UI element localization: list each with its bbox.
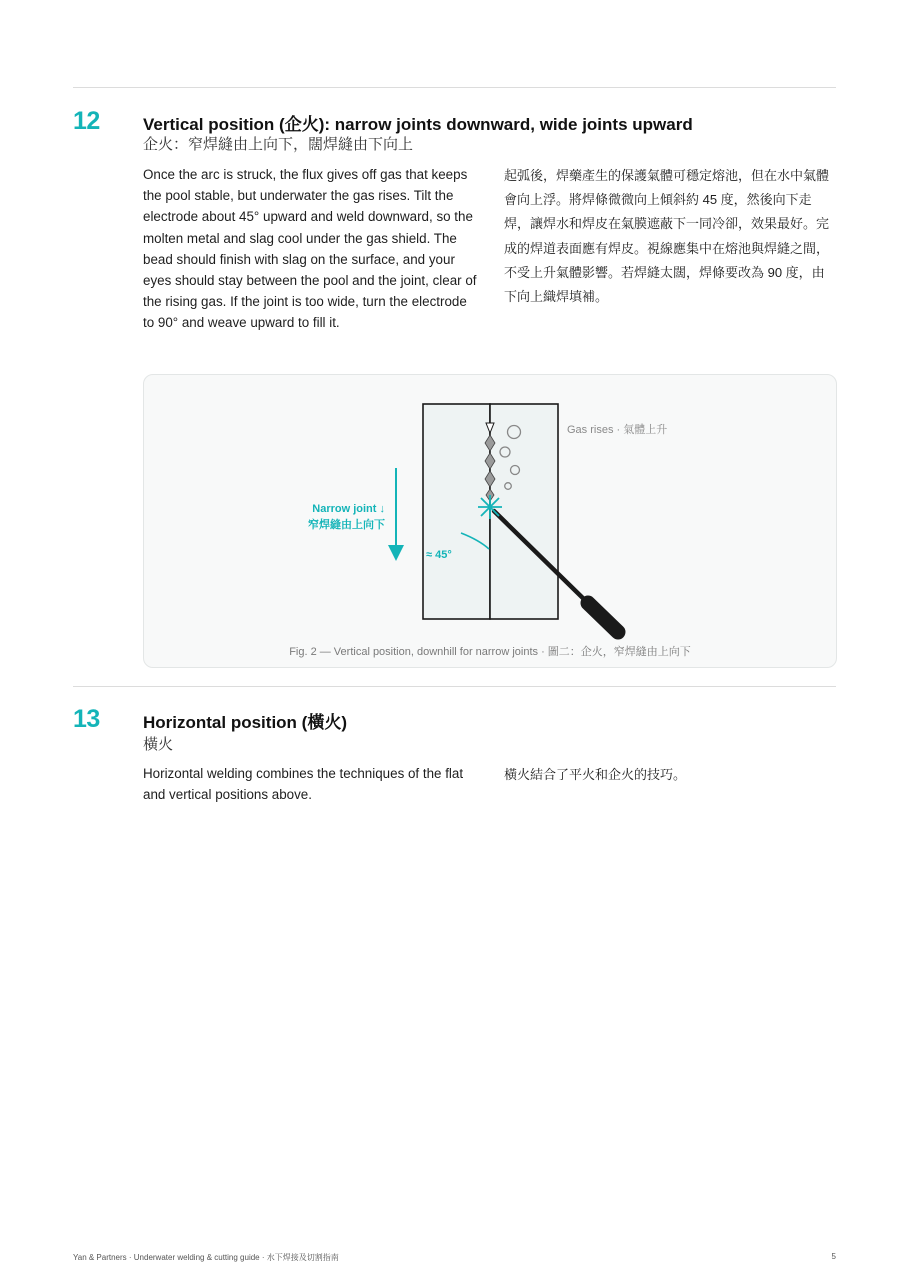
body-text-chinese: 橫火結合了平火和企火的技巧。 [504, 767, 687, 782]
figure-caption: Fig. 2 — Vertical position, downhill for narrow joints · 圖二：企火，窄焊縫由上向下 [289, 646, 691, 658]
footer-title: Yan & Partners · Underwater welding & cutting guide · 水下焊接及切割指南 [73, 1253, 339, 1262]
narrow-joint-label-en: Narrow joint ↓ [312, 503, 385, 515]
vertical-weld-diagram [144, 375, 836, 667]
left-plate [423, 404, 490, 619]
figure-vertical-position [143, 374, 837, 668]
angle-label: ≈ 45° [426, 549, 452, 561]
body-text-chinese: 起弧後，焊藥產生的保護氣體可穩定熔池，但在水中氣體會向上浮。將焊條微微向上傾斜約 45 度，然後向下走焊，讓焊水和焊皮在氣膜遮蔽下一同冷卻，效果最好。完成的焊道表面應有焊皮。視線應集中在熔池與焊縫之間，不受上升氣體影響。若焊縫太闊，焊條要改為 90 度，由下向上織焊填補。 [504, 168, 830, 305]
section-title: Vertical position (企火): narrow joints downward, wide joints upward [143, 115, 693, 134]
top-divider [73, 87, 836, 88]
electrode-holder [588, 603, 618, 632]
section-divider [73, 686, 836, 687]
section-number: 13 [73, 705, 100, 733]
gas-rises-label: Gas rises · 氣體上升 [567, 424, 668, 436]
section-subtitle: 橫火 [143, 736, 174, 753]
section-subtitle: 企火：窄焊縫由上向下，闊焊縫由下向上 [143, 136, 414, 153]
page-number: 5 [831, 1252, 836, 1261]
downward-arrow-icon [388, 545, 404, 561]
body-text-english: Horizontal welding combines the techniques of the flat and vertical positions above. [143, 766, 464, 803]
arc-spark-icon [478, 495, 502, 519]
body-text-english: Once the arc is struck, the flux gives off gas that keeps the pool stable, but underwater the gas rises. Tilt the electrode about 45° upward and weld downward, so the molten metal and slag cool under the gas shield. The bead should finish with slag on the surface, and your eyes should stay between the pool and the joint, clear of the rising gas. If the joint is too wide, turn the electrode to 90° and weave upward to fill it. [143, 167, 477, 331]
section-number: 12 [73, 107, 100, 135]
right-plate [490, 404, 558, 619]
narrow-joint-label-zh: 窄焊縫由上向下 [308, 519, 385, 531]
section-title: Horizontal position (橫火) [143, 713, 347, 732]
